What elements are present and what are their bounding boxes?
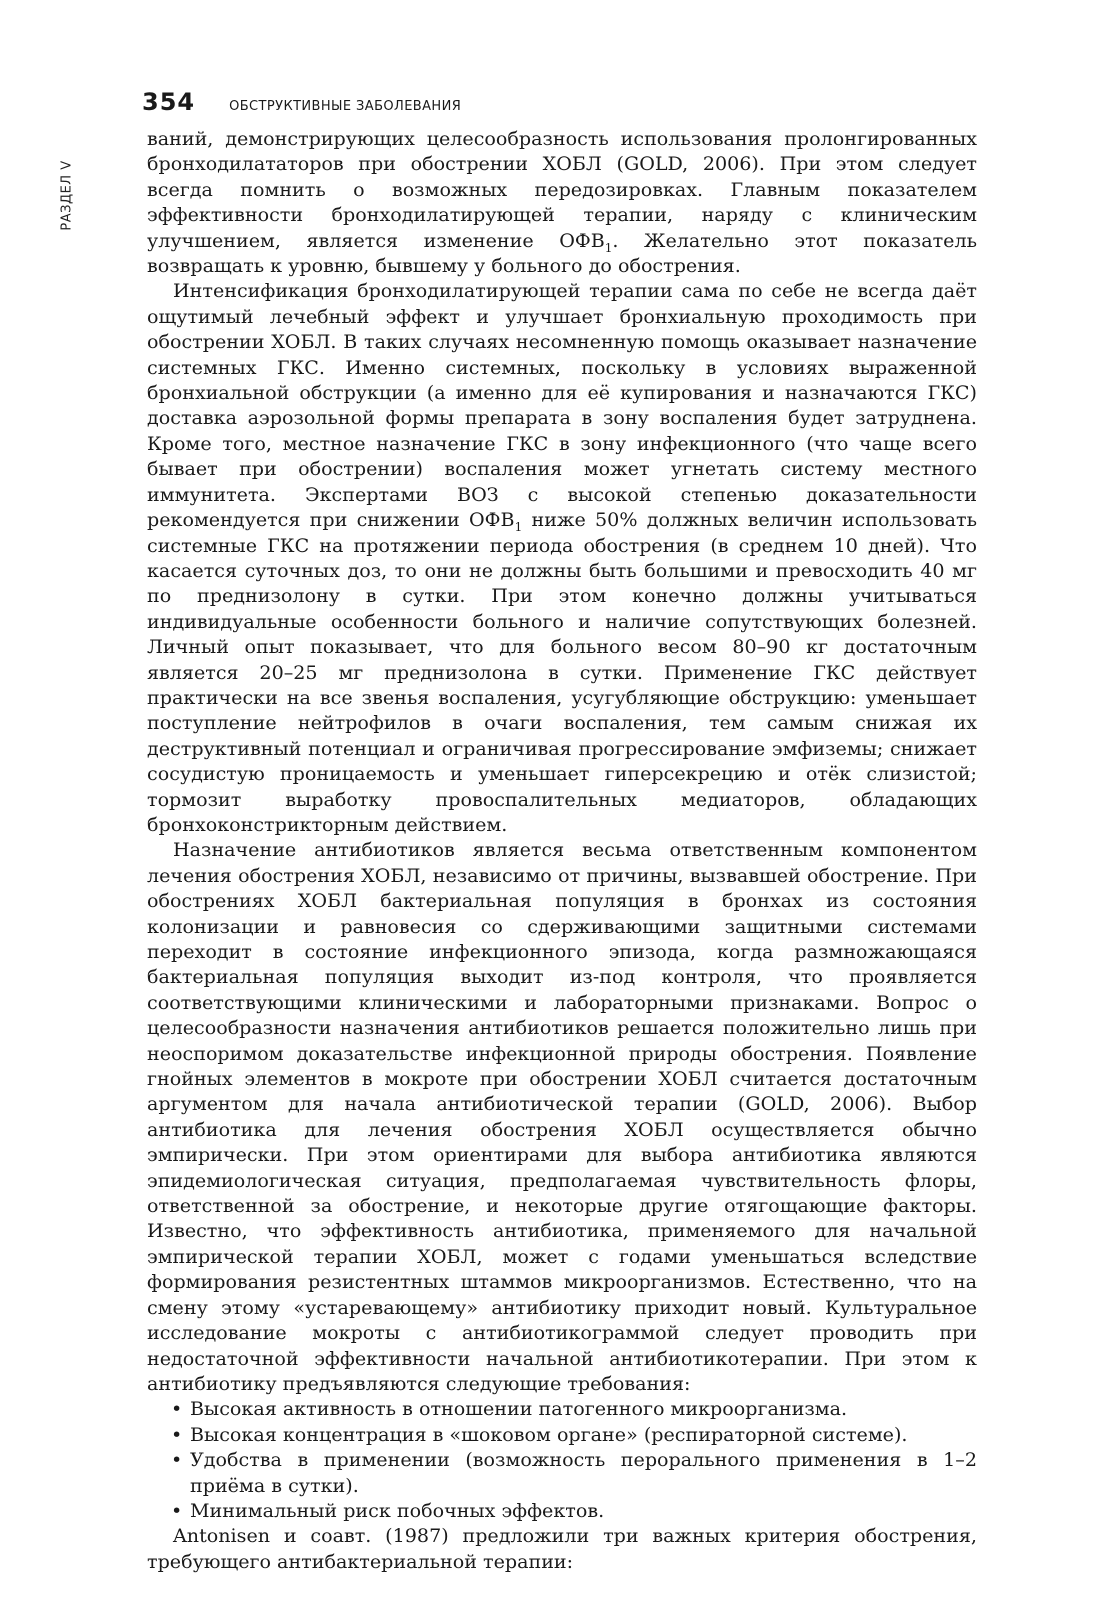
list-item-text: Минимальный риск побочных эффектов. <box>190 1498 605 1522</box>
paragraph-4: Antonisen и соавт. (1987) предложили три важных критерия обострения, требующего антибактериальной терапии: <box>147 1524 977 1573</box>
paragraph-2 <box>147 278 977 837</box>
paragraph-2-text: Интенсификация бронходилатирующей терапии сама по себе не всегда даёт ощутимый лечебный эффект и улучшает бронхиальную проходимость при обострении ХОБЛ. В таких случаях несомненную помощь оказывает назначение системных ГКС. Именно системных, поскольку в условиях выраженной бронхиальной обструкции (а именно для её купирования и назначаются ГКС) доставка аэрозольной формы препарата в зону воспаления будет затруднена. Кроме того, местное назначение ГКС в зону инфекционного (что чаще всего бывает при обострении) воспаления может угнетать систему местного иммунитета. Экспертами ВОЗ с высокой степенью доказательности рекомендуется при снижении ОФВ <box>147 279 977 532</box>
bullet-icon: • <box>171 1422 183 1446</box>
list-item <box>147 1447 977 1498</box>
list-item <box>147 1422 977 1447</box>
requirements-list <box>147 1396 977 1523</box>
list-item-text: Высокая активность в отношении патогенного микроорганизма. <box>190 1397 848 1421</box>
subscript: 1 <box>514 519 523 534</box>
section-label-text: РАЗДЕЛ V <box>59 160 75 231</box>
paragraph-1 <box>147 126 977 278</box>
list-item-text: Удобства в применении (возможность перорального применения в 1–2 приёма в сутки). <box>190 1448 977 1497</box>
body-text <box>147 126 977 1574</box>
running-title: ОБСТРУКТИВНЫЕ ЗАБОЛЕВАНИЯ <box>229 99 462 114</box>
bullet-icon: • <box>171 1448 183 1472</box>
list-item <box>147 1498 977 1523</box>
paragraph-3: Назначение антибиотиков является весьма ответственным компонентом лечения обострения ХОБЛ, независимо от причины, вызвавшей обострение. При обострениях ХОБЛ бактериальная популяция в бронхах из состояния колонизации и равновесия со сдерживающими защитными системами переходит в состояние инфекционного эпизода, когда размножающаяся бактериальная популяция выходит из-под контроля, что проявляется соответствующими клиническими и лабораторными признаками. Вопрос о целесообразности назначения антибиотиков решается положительно лишь при неоспоримом доказательстве инфекционной природы обострения. Появление гнойных элементов в мокроте при обострении ХОБЛ считается достаточным аргументом для начала антибиотической терапии (GOLD, 2006). Выбор антибиотика для лечения обострения ХОБЛ осуществляется обычно эмпирически. При этом ориентирами для выбора антибиотика являются эпидемиологическая ситуация, предполагаемая чувствительность флоры, ответственной за обострение, и некоторые другие отягощающие факторы. Известно, что эффективность антибиотика, применяемого для начальной эмпирической терапии ХОБЛ, может с годами уменьшаться вследствие формирования резистентных штаммов микроорганизмов. Естественно, что на смену этому «устаревающему» антибиотику приходит новый. Культуральное исследование мокроты с антибиотикограммой следует проводить при недостаточной эффективности начальной антибиотикотерапии. При этом к антибиотику предъявляются следующие требования: <box>147 838 977 1395</box>
bullet-icon: • <box>171 1397 183 1421</box>
page-header <box>142 88 461 116</box>
paragraph-1-text: ваний, демонстрирующих целесообразность использования пролонгированных бронходилататоров при обострении ХОБЛ (GOLD, 2006). При этом следует всегда помнить о возможных передозировках. Главным показателем эффективности бронходилатирующей терапии, наряду с клиническим улучшением, является изменение ОФВ <box>147 127 977 252</box>
bullet-icon: • <box>171 1498 183 1522</box>
list-item <box>147 1396 977 1421</box>
paragraph-1-text-cont: . Желательно этот показатель возвращать к уровню, бывшему у больного до обострения. <box>147 228 977 278</box>
page-number: 354 <box>142 88 196 116</box>
paragraph-2-text-cont: ниже 50% должных величин использовать системные ГКС на протяжении периода обострения (в среднем 10 дней). Что касается суточных доз, то они не должны быть большими и превосходить 40 мг по преднизолону в сутки. При этом конечно должны учитываться индивидуальные особенности больного и наличие сопутствующих болезней. Личный опыт показывает, что для больного весом 80–90 кг достаточным является 20–25 мг преднизолона в сутки. Применение ГКС действует практически на все звенья воспаления, усугубляющие обструкцию: уменьшает поступление нейтрофилов в очаги воспаления, тем самым снижая их деструктивный потенциал и ограничивая прогрессирование эмфиземы; снижает сосудистую проницаемость и уменьшает гиперсекрецию и отёк слизистой; тормозит выработку провоспалительных медиаторов, обладающих бронхоконстрикторным действием. <box>147 508 978 836</box>
section-side-label <box>52 148 75 248</box>
subscript: 1 <box>604 240 613 255</box>
list-item-text: Высокая концентрация в «шоковом органе» (респираторной системе). <box>190 1422 908 1446</box>
